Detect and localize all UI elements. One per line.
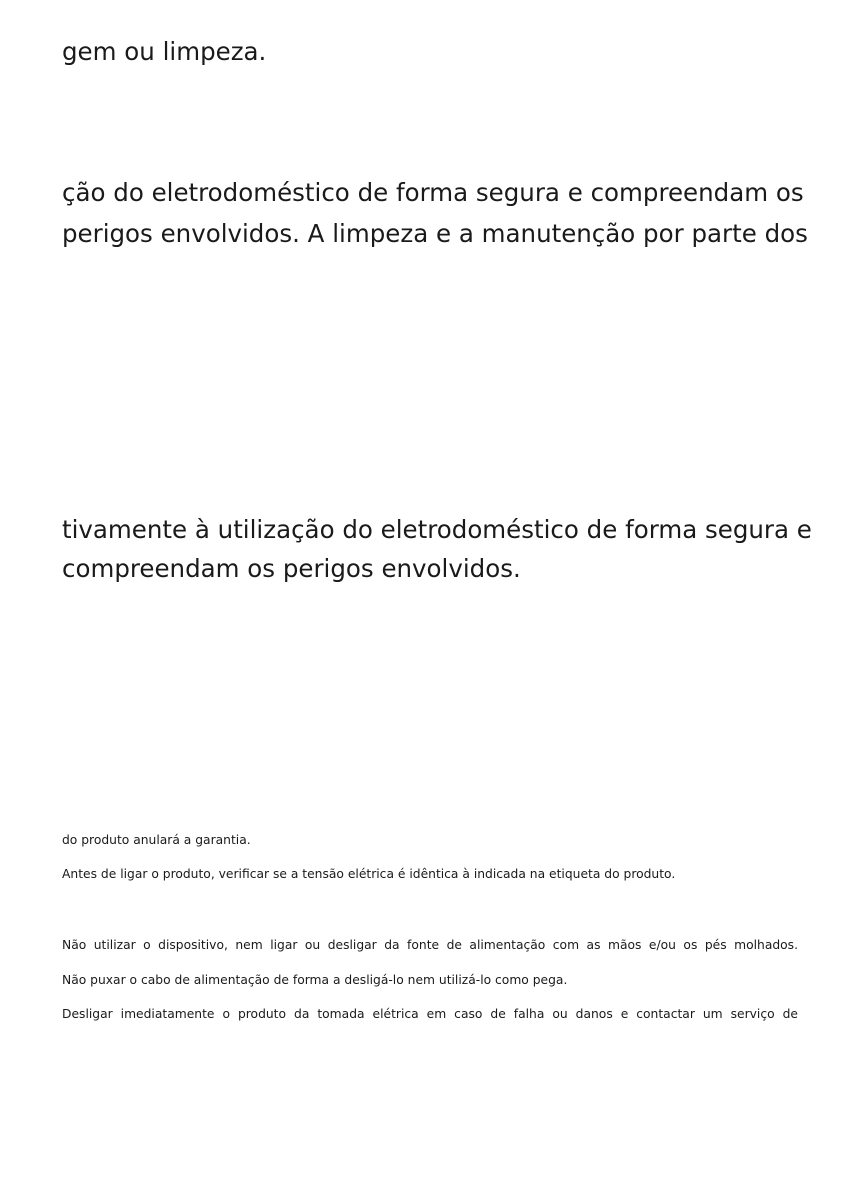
text-line: ção do eletrodoméstico de forma segura e compreendam os bbox=[62, 178, 804, 207]
text-line: perigos envolvidos. A limpeza e a manutenção por parte dos bbox=[62, 219, 808, 248]
text-line: Desligar imediatamente o produto da tomada elétrica em caso de falha ou danos e contactar um serviço de bbox=[62, 1007, 798, 1021]
text-line: tivamente à utilização do eletrodoméstico de forma segura e bbox=[62, 515, 812, 544]
text-line: gem ou limpeza. bbox=[62, 37, 267, 66]
text-line: compreendam os perigos envolvidos. bbox=[62, 554, 521, 583]
text-line: Não puxar o cabo de alimentação de forma a desligá-lo nem utilizá-lo como pega. bbox=[62, 973, 568, 987]
text-line: Antes de ligar o produto, verificar se a tensão elétrica é idêntica à indicada na etiqueta do produto. bbox=[62, 867, 676, 881]
text-line: Não utilizar o dispositivo, nem ligar ou desligar da fonte de alimentação com as mãos e/ou os pés molhados. bbox=[62, 938, 798, 952]
text-line: do produto anulará a garantia. bbox=[62, 833, 251, 847]
